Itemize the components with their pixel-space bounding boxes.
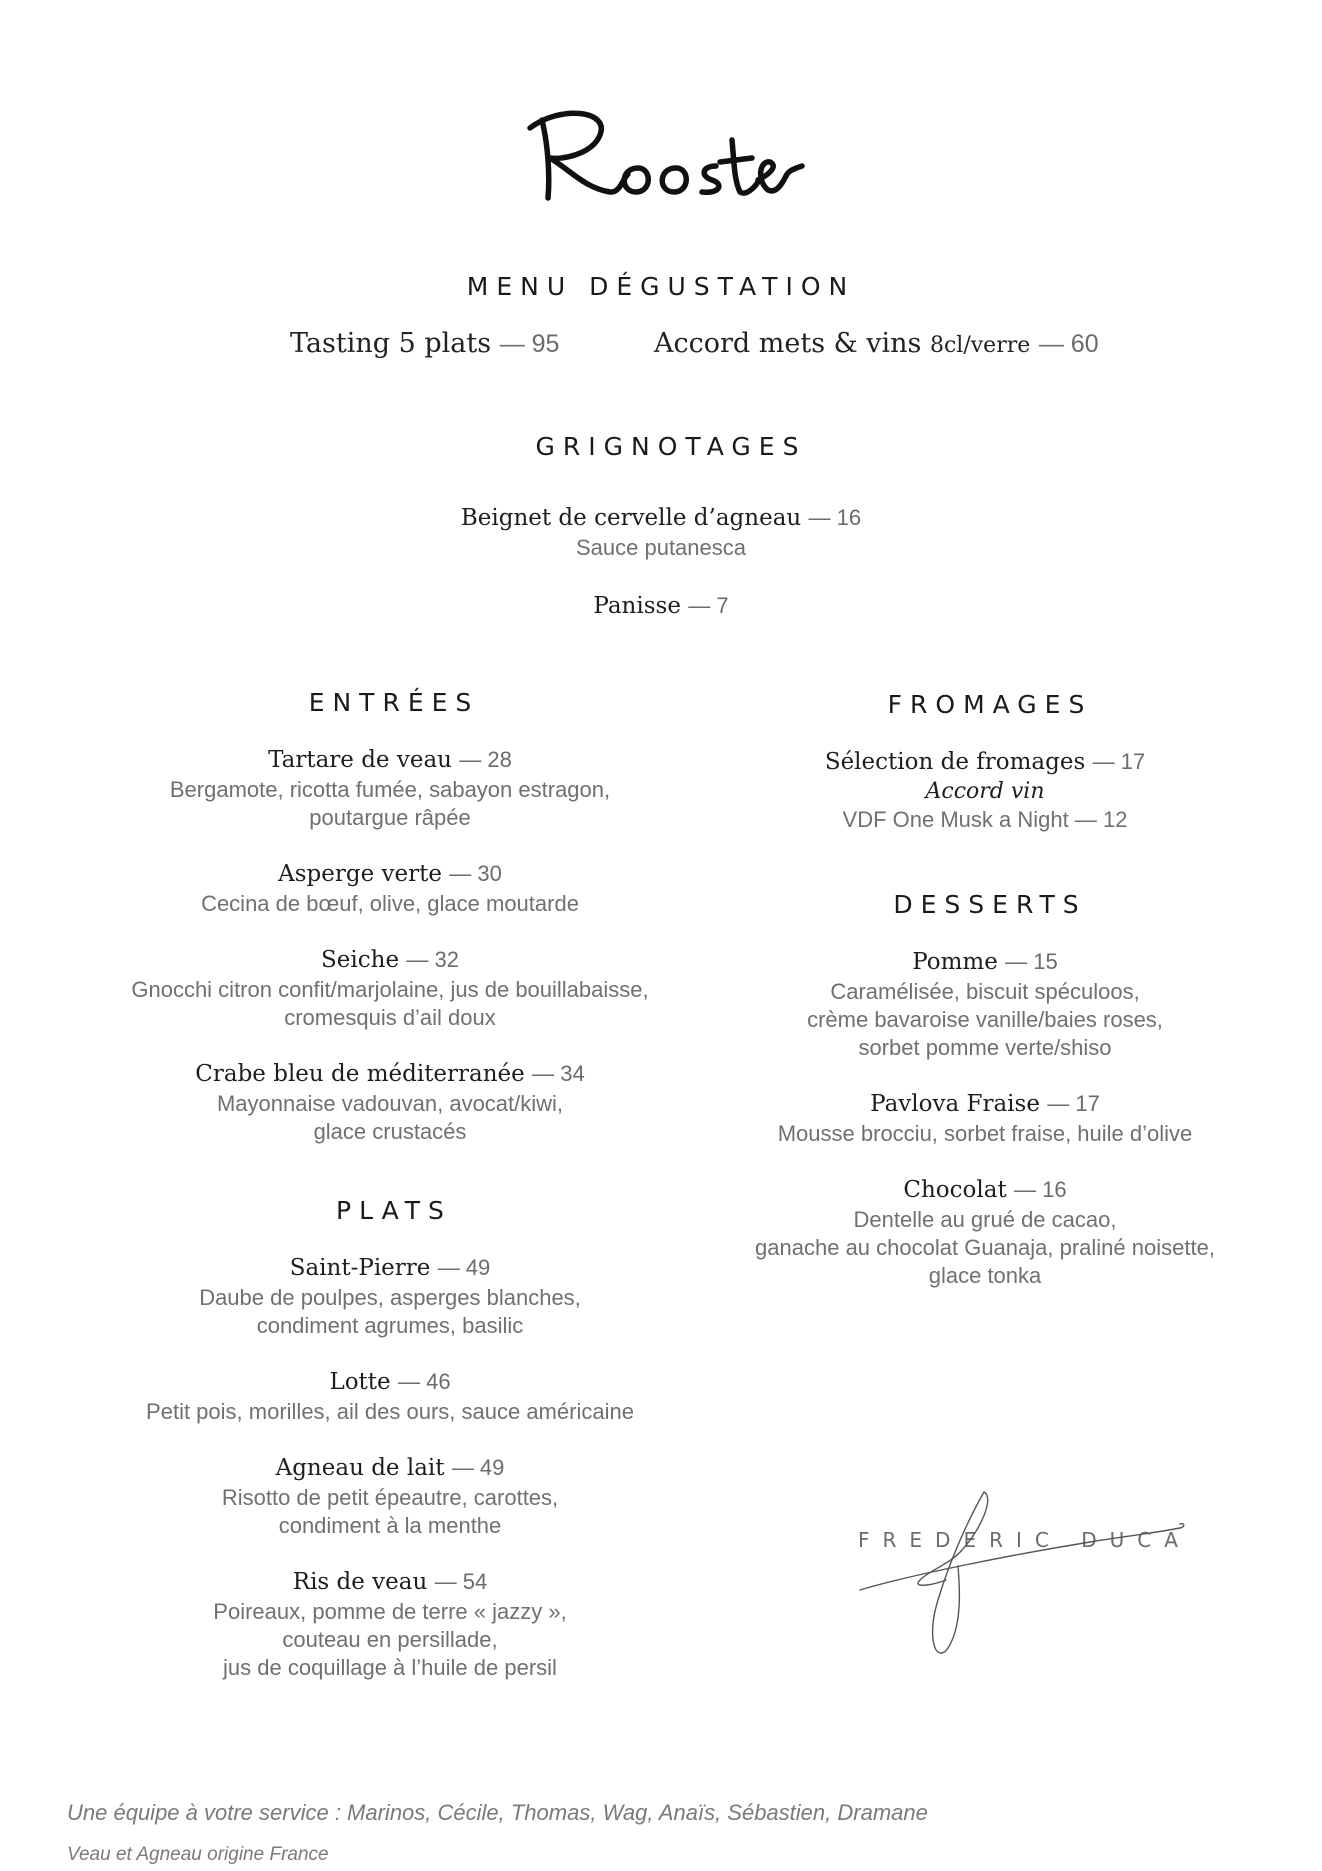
dish-description: Mousse brocciu, sorbet fraise, huile d’olive bbox=[777, 1121, 1193, 1146]
dish-description: poutargue râpée bbox=[309, 805, 471, 830]
dish-price: — 32 bbox=[406, 947, 459, 972]
dish-crabe-bleu bbox=[44, 1058, 736, 1146]
pairing-note: 8cl/verre bbox=[929, 333, 1031, 358]
fromages-title: FROMAGES bbox=[887, 690, 1093, 719]
dish-description: condiment agrumes, basilic bbox=[256, 1313, 524, 1338]
dish-description: Caramélisée, biscuit spéculoos, bbox=[830, 979, 1140, 1004]
dish-description: Risotto de petit épeautre, carottes, bbox=[221, 1485, 559, 1510]
dish-price: — 17 bbox=[1092, 749, 1146, 774]
dish-name: Ris de veau bbox=[292, 1569, 428, 1595]
dish-description: Petit pois, morilles, ail des ours, sauce américaine bbox=[146, 1399, 634, 1424]
chef-signature bbox=[850, 1480, 1190, 1660]
rooster-logo bbox=[520, 100, 810, 210]
accord-vin-label: Accord vin bbox=[925, 779, 1045, 804]
dish-description: Poireaux, pomme de terre « jazzy », bbox=[213, 1599, 567, 1624]
dish-description: Sauce putanesca bbox=[575, 535, 747, 560]
dish-description: ganache au chocolat Guanaja, praliné noisette, bbox=[755, 1235, 1215, 1260]
wine-pairing-line: VDF One Musk a Night — 12 bbox=[842, 807, 1128, 832]
dish-beignet bbox=[311, 502, 1011, 562]
dish-price: — 28 bbox=[459, 747, 512, 772]
tasting-menu-row bbox=[0, 328, 1322, 372]
dish-description: crème bavaroise vanille/baies roses, bbox=[807, 1007, 1163, 1032]
dish-ris-de-veau bbox=[44, 1566, 736, 1682]
dish-description: sorbet pomme verte/shiso bbox=[858, 1035, 1112, 1060]
plats-title: PLATS bbox=[336, 1196, 452, 1225]
desserts-title: DESSERTS bbox=[893, 890, 1087, 919]
dish-price: — 7 bbox=[688, 593, 729, 618]
dish-description: couteau en persillade, bbox=[282, 1627, 498, 1652]
dish-price: — 16 bbox=[1014, 1177, 1067, 1202]
dish-name: Chocolat bbox=[903, 1177, 1007, 1203]
dish-description: Daube de poulpes, asperges blanches, bbox=[199, 1285, 581, 1310]
dish-description: Mayonnaise vadouvan, avocat/kiwi, bbox=[216, 1091, 564, 1116]
dish-seiche bbox=[44, 944, 736, 1032]
dish-price: — 17 bbox=[1047, 1091, 1100, 1116]
dish-name: Crabe bleu de méditerranée bbox=[195, 1061, 525, 1087]
dish-price: — 54 bbox=[434, 1569, 488, 1594]
desserts-list bbox=[640, 946, 1322, 1316]
meat-origin-note: Veau et Agneau origine France bbox=[67, 1844, 329, 1865]
dish-description: condiment à la menthe bbox=[278, 1513, 502, 1538]
entrees-list bbox=[44, 744, 736, 1172]
dish-price: — 16 bbox=[808, 505, 862, 530]
dish-name: Asperge verte bbox=[278, 861, 442, 887]
dish-price: — 49 bbox=[451, 1455, 505, 1480]
dish-selection-de-fromages bbox=[640, 746, 1322, 834]
dish-description: cromesquis d’ail doux bbox=[284, 1005, 496, 1030]
wine-pairing bbox=[654, 328, 1099, 359]
dish-pavlova-fraise bbox=[640, 1088, 1322, 1148]
dish-price: — 49 bbox=[437, 1255, 491, 1280]
chef-name: FREDERIC DUCA bbox=[858, 1528, 1191, 1552]
dish-name: Panisse bbox=[593, 593, 681, 619]
dish-description: glace tonka bbox=[928, 1263, 1042, 1288]
pairing-name: Accord mets & vins bbox=[654, 328, 922, 359]
dish-tartare-de-veau bbox=[44, 744, 736, 832]
dish-lotte bbox=[44, 1366, 736, 1426]
dish-name: Lotte bbox=[329, 1369, 391, 1395]
dish-name: Beignet de cervelle d’agneau bbox=[460, 505, 802, 531]
dish-name: Tartare de veau bbox=[268, 747, 452, 773]
dish-price: — 46 bbox=[397, 1369, 451, 1394]
dish-price: — 15 bbox=[1005, 949, 1058, 974]
dish-saint-pierre bbox=[44, 1252, 736, 1340]
entrees-title: ENTRÉES bbox=[308, 688, 480, 717]
dish-name: Sélection de fromages bbox=[824, 749, 1086, 775]
tasting-5-plats bbox=[290, 328, 559, 359]
pairing-price: — 60 bbox=[1038, 330, 1099, 358]
dish-description: glace crustacés bbox=[313, 1119, 467, 1144]
tasting-price: — 95 bbox=[499, 330, 560, 358]
team-credits: Une équipe à votre service : Marinos, Cécile, Thomas, Wag, Anaïs, Sébastien, Dramane bbox=[67, 1800, 928, 1825]
dish-description: Dentelle au grué de cacao, bbox=[853, 1207, 1117, 1232]
dish-panisse bbox=[311, 590, 1011, 622]
dish-agneau-de-lait bbox=[44, 1452, 736, 1540]
dish-pomme bbox=[640, 946, 1322, 1062]
dish-name: Agneau de lait bbox=[275, 1455, 445, 1481]
fromages-list bbox=[640, 746, 1322, 860]
dish-description: Bergamote, ricotta fumée, sabayon estragon, bbox=[169, 777, 611, 802]
grignotages-list bbox=[311, 502, 1011, 648]
dish-name: Saint-Pierre bbox=[289, 1255, 431, 1281]
dish-price: — 30 bbox=[449, 861, 502, 886]
dish-description: Gnocchi citron confit/marjolaine, jus de bouillabaisse, bbox=[131, 977, 649, 1002]
dish-chocolat bbox=[640, 1174, 1322, 1290]
plats-list bbox=[44, 1252, 736, 1708]
dish-name: Seiche bbox=[321, 947, 400, 973]
dish-asperge-verte bbox=[44, 858, 736, 918]
dish-description: jus de coquillage à l’huile de persil bbox=[223, 1655, 557, 1680]
grignotages-title: GRIGNOTAGES bbox=[535, 432, 807, 461]
dish-price: — 34 bbox=[532, 1061, 585, 1086]
tasting-menu-title: MENU DÉGUSTATION bbox=[466, 272, 856, 301]
dish-description: Cecina de bœuf, olive, glace moutarde bbox=[201, 891, 579, 916]
tasting-name: Tasting 5 plats bbox=[290, 328, 492, 359]
dish-name: Pomme bbox=[912, 949, 998, 975]
dish-name: Pavlova Fraise bbox=[870, 1091, 1040, 1117]
